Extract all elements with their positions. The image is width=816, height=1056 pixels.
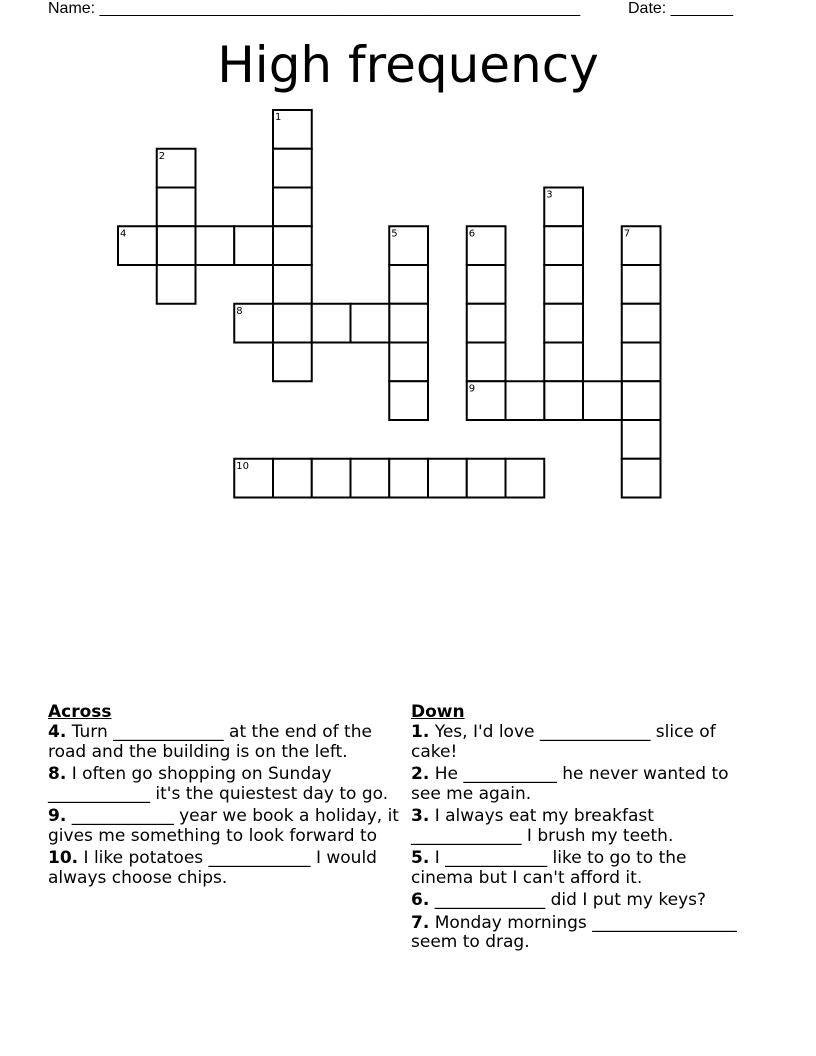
grid-cell[interactable] <box>273 188 312 227</box>
clue-text: Turn _____________ at the end of the road and the building is on the left. <box>48 722 372 762</box>
across-heading: Across <box>48 702 112 722</box>
grid-cell[interactable] <box>544 226 583 265</box>
grid-cell[interactable] <box>273 149 312 188</box>
clue-across-4 <box>48 723 404 762</box>
grid-cell[interactable] <box>467 265 506 304</box>
grid-cell[interactable] <box>389 459 428 498</box>
clue-across-9 <box>48 807 404 846</box>
clue-text: Yes, I'd love _____________ slice of cake! <box>411 722 716 762</box>
clue-text: I ____________ like to go to the cinema but I can't afford it. <box>411 848 687 888</box>
clue-down-1 <box>411 723 751 762</box>
clue-number: 7. <box>411 912 430 933</box>
clue-number: 8. <box>48 764 67 784</box>
clue-number-label: 2 <box>158 150 166 162</box>
grid-cell[interactable] <box>196 226 235 265</box>
clue-text: Monday mornings _________________ seem to drag. <box>411 912 737 952</box>
across-clues <box>48 702 404 891</box>
clue-number-label: 1 <box>275 112 282 123</box>
down-heading: Down <box>411 702 465 722</box>
grid-cell[interactable] <box>389 265 428 304</box>
clue-number: 5. <box>411 848 430 868</box>
grid-cell[interactable] <box>312 304 351 343</box>
grid-cell[interactable] <box>467 304 506 343</box>
date-field[interactable]: Date: _______ <box>628 0 733 17</box>
grid-cell[interactable] <box>389 304 428 343</box>
grid-cell[interactable] <box>622 343 661 382</box>
clue-text: I like potatoes ____________ I would always choose chips. <box>48 848 377 888</box>
grid-cell[interactable] <box>157 226 196 265</box>
clue-down-2 <box>411 765 751 804</box>
grid-cell[interactable] <box>273 265 312 304</box>
grid-cell[interactable] <box>273 459 312 498</box>
clue-number: 4. <box>48 722 67 742</box>
clue-down-7 <box>411 914 751 953</box>
grid-cell[interactable] <box>622 265 661 304</box>
clue-across-8 <box>48 765 404 804</box>
clue-down-6 <box>411 891 751 911</box>
grid-cell[interactable] <box>273 226 312 265</box>
grid-cell[interactable] <box>157 265 196 304</box>
clue-number-label: 7 <box>623 228 631 240</box>
grid-cell[interactable] <box>273 304 312 343</box>
clue-across-10 <box>48 849 404 888</box>
clue-text: I often go shopping on Sunday ____________ it's the quiestest day to go. <box>48 764 389 804</box>
name-field[interactable]: Name: ______________________________________________________ <box>48 0 581 17</box>
puzzle-title: High frequency <box>217 36 599 94</box>
grid-cell[interactable] <box>389 343 428 382</box>
clue-number: 2. <box>411 764 430 784</box>
clue-number-label: 8 <box>236 305 243 317</box>
grid-cell[interactable] <box>428 459 467 498</box>
clue-number: 1. <box>411 722 430 742</box>
clue-number: 9. <box>48 806 67 826</box>
grid-cell[interactable] <box>467 343 506 382</box>
grid-cell[interactable] <box>506 381 545 420</box>
clue-number: 10. <box>48 848 79 868</box>
clue-number: 3. <box>411 806 430 826</box>
clue-text: I always eat my breakfast _____________ I brush my teeth. <box>411 806 674 846</box>
grid-cell[interactable] <box>583 381 622 420</box>
grid-cell[interactable] <box>544 381 583 420</box>
clue-number-label: 9 <box>468 383 476 395</box>
grid-cell[interactable] <box>312 459 351 498</box>
grid-cell[interactable] <box>351 459 390 498</box>
crossword-grid <box>0 0 816 520</box>
down-clues <box>411 702 751 956</box>
grid-cell[interactable] <box>467 459 506 498</box>
clue-number-label: 6 <box>468 228 476 240</box>
grid-cell[interactable] <box>544 343 583 382</box>
clue-number: 6. <box>411 890 430 910</box>
grid-cell[interactable] <box>544 304 583 343</box>
grid-cell[interactable] <box>544 265 583 304</box>
grid-cell[interactable] <box>622 459 661 498</box>
grid-cell[interactable] <box>157 188 196 227</box>
grid-cell[interactable] <box>506 459 545 498</box>
clue-number-label: 3 <box>546 189 553 201</box>
clue-text: _____________ did I put my keys? <box>434 890 707 910</box>
grid-cell[interactable] <box>273 343 312 382</box>
grid-cell[interactable] <box>622 381 661 420</box>
grid-cell[interactable] <box>622 304 661 343</box>
clue-number-label: 5 <box>391 228 398 240</box>
grid-cell[interactable] <box>622 420 661 459</box>
grid-cell[interactable] <box>389 381 428 420</box>
clue-text: ____________ year we book a holiday, it gives me something to look forward to <box>48 806 399 846</box>
grid-cell[interactable] <box>234 226 273 265</box>
grid-cell[interactable] <box>351 304 390 343</box>
clue-text: He ___________ he never wanted to see me again. <box>411 764 729 804</box>
clue-down-5 <box>411 849 751 888</box>
clue-number-label: 10 <box>236 460 249 472</box>
clue-number-label: 4 <box>120 228 127 240</box>
clue-down-3 <box>411 807 751 846</box>
